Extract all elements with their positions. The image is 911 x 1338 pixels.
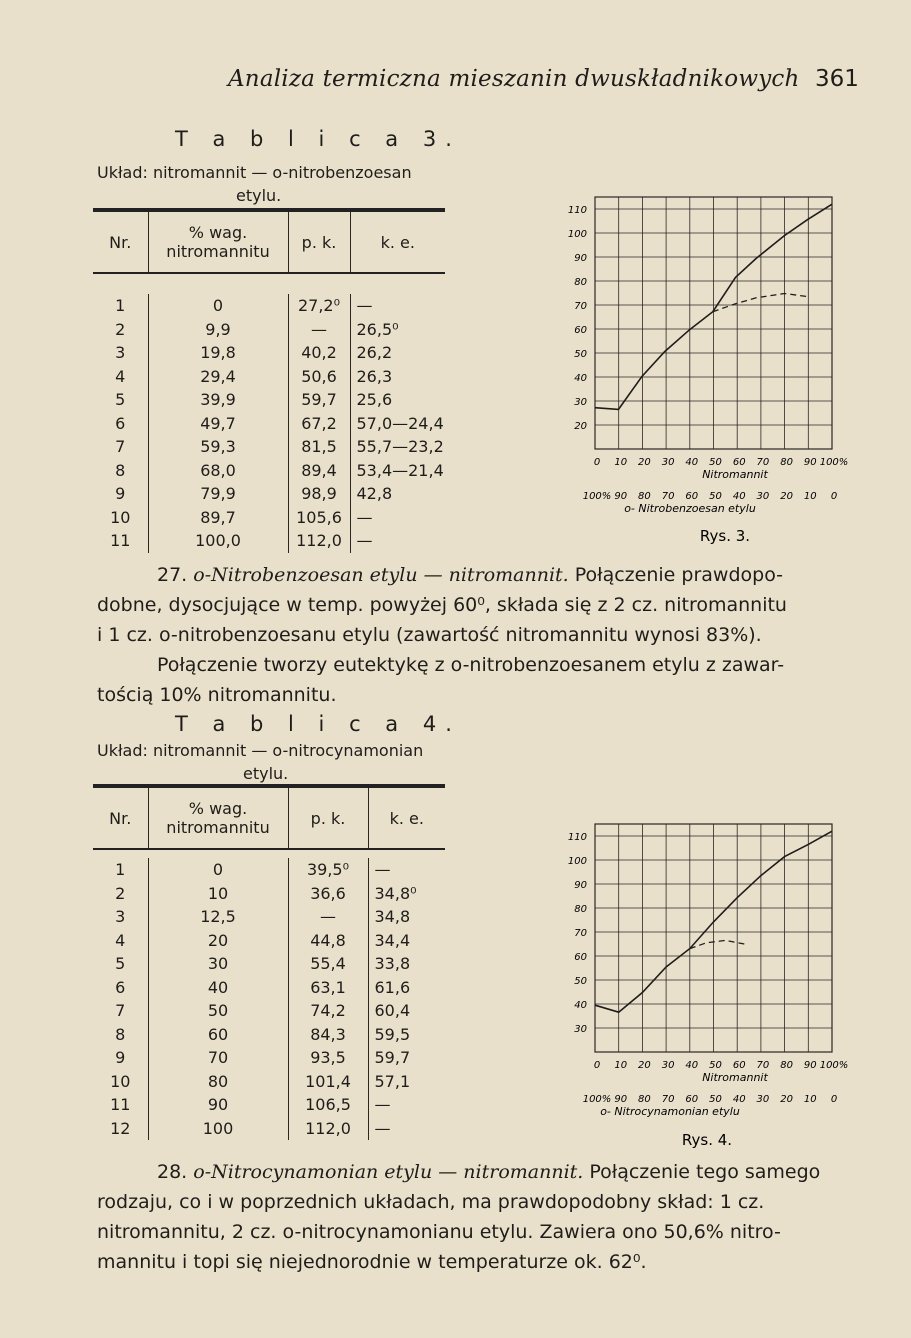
x-tick-label-bottom: 60 xyxy=(685,491,699,502)
y-tick-label: 50 xyxy=(574,976,587,987)
cell-ke: 26,2 xyxy=(356,343,393,362)
table3-header-ke: k. e. xyxy=(380,232,415,252)
x-tick-label-bottom: 70 xyxy=(661,1094,675,1105)
figure3-x-label-top: Nitromannit xyxy=(702,468,768,481)
x-tick-label-bottom: 60 xyxy=(685,1094,699,1105)
section27-line4: Połączenie tworzy eutektykę z o-nitrobenzoesanem etylu z zawar- xyxy=(157,654,785,676)
cell-pk: 63,1 xyxy=(288,976,368,1000)
cell-pk: 36,6 xyxy=(288,882,368,906)
cell-pct: 60 xyxy=(148,1023,288,1047)
section28-line1: Połączenie tego samego xyxy=(589,1161,821,1183)
cell-pk: 112,0 xyxy=(288,1117,368,1141)
y-tick-label: 30 xyxy=(574,1024,587,1035)
cell-ke: 59,5 xyxy=(374,1024,411,1044)
page-number: 361 xyxy=(815,66,859,92)
cell-ke: 61,6 xyxy=(374,977,411,997)
cell-nr: 5 xyxy=(93,388,148,412)
cell-ke: 60,4 xyxy=(374,1001,411,1020)
figure3-ticks xyxy=(568,205,848,502)
y-tick-label: 90 xyxy=(574,253,587,264)
cell-nr: 11 xyxy=(93,529,148,553)
cell-pct: 70 xyxy=(148,1046,288,1070)
cell-ke: 57,1 xyxy=(374,1071,411,1091)
cell-ke: — xyxy=(374,1095,391,1114)
table-row xyxy=(93,365,445,389)
dashed-curve xyxy=(713,294,808,312)
y-tick-label: 100 xyxy=(567,856,587,867)
x-tick-label-top: 90 xyxy=(803,1060,817,1071)
section28-line3: nitromannitu, 2 cz. o-nitrocynamonianu etylu. Zawiera ono 50,6% nitro- xyxy=(97,1221,781,1243)
x-tick-label-bottom: 40 xyxy=(732,1094,746,1105)
cell-pct: 19,8 xyxy=(148,341,288,365)
table-row xyxy=(93,506,445,530)
x-tick-label-top: 50 xyxy=(709,457,722,468)
cell-nr: 8 xyxy=(93,459,148,483)
section28-line4: mannitu i topi się niejednorodnie w temperaturze ok. 62⁰. xyxy=(97,1251,647,1273)
table4-caption: T a b l i c a 4. xyxy=(175,712,461,736)
section28-line2: rodzaju, co i w poprzednich układach, ma prawdopodobny skład: 1 cz. xyxy=(97,1191,765,1213)
cell-pk: 39,5⁰ xyxy=(288,858,368,882)
y-tick-label: 70 xyxy=(574,301,587,312)
figure4-ticks xyxy=(568,832,848,1105)
cell-nr: 8 xyxy=(93,1023,148,1047)
cell-pct: 20 xyxy=(148,929,288,953)
section27-number: 27. xyxy=(157,564,188,586)
cell-nr: 7 xyxy=(93,999,148,1023)
x-tick-label-bottom: 0 xyxy=(830,491,838,502)
cell-nr: 3 xyxy=(93,341,148,365)
cell-ke: 42,8 xyxy=(356,484,393,503)
cell-pk: 50,6 xyxy=(288,365,350,389)
x-tick-label-bottom: 80 xyxy=(638,1094,651,1105)
figure4-x-label-bottom: o- Nitrocynamonian etylu xyxy=(600,1105,740,1118)
cell-pk: 40,2 xyxy=(288,341,350,365)
cell-pct: 80 xyxy=(148,1070,288,1094)
y-tick-label: 60 xyxy=(574,952,587,963)
table-row xyxy=(93,529,445,553)
cell-nr: 1 xyxy=(93,294,148,318)
x-tick-label-top: 0 xyxy=(593,457,601,468)
y-tick-label: 40 xyxy=(574,373,587,384)
x-tick-label-bottom: 30 xyxy=(756,1094,770,1105)
table4-header-ke: k. e. xyxy=(389,808,424,828)
cell-pct: 29,4 xyxy=(148,365,288,389)
table4 xyxy=(93,784,445,1140)
cell-ke: — xyxy=(374,860,391,879)
cell-pct: 50 xyxy=(148,999,288,1023)
x-tick-label-bottom: 80 xyxy=(638,491,651,502)
table3-caption: T a b l i c a 3. xyxy=(175,127,461,151)
x-tick-label-top: 60 xyxy=(732,457,746,468)
cell-pct: 49,7 xyxy=(148,412,288,436)
section27-line2: dobne, dysocjujące w temp. powyżej 60⁰, składa się z 2 cz. nitromannitu xyxy=(97,594,787,616)
x-tick-label-top: 100% xyxy=(819,457,849,468)
table4-header-pct xyxy=(148,786,288,849)
x-tick-label-top: 30 xyxy=(661,457,675,468)
cell-pk: 67,2 xyxy=(288,412,350,436)
table-row xyxy=(93,435,445,459)
cell-nr: 4 xyxy=(93,365,148,389)
table-row xyxy=(93,341,445,365)
cell-nr: 9 xyxy=(93,482,148,506)
x-tick-label-top: 0 xyxy=(593,1060,601,1071)
table4-system-cont: etylu. xyxy=(243,764,289,783)
table3-system-cont: etylu. xyxy=(236,186,282,205)
cell-pct: 100,0 xyxy=(148,529,288,553)
cell-nr: 1 xyxy=(93,858,148,882)
cell-pk: 98,9 xyxy=(288,482,350,506)
cell-nr: 6 xyxy=(93,412,148,436)
cell-ke: — xyxy=(356,531,373,550)
cell-pct: 59,3 xyxy=(148,435,288,459)
x-tick-label-top: 80 xyxy=(780,1060,793,1071)
cell-ke: 25,6 xyxy=(356,390,393,409)
cell-ke: 55,7—23,2 xyxy=(356,437,444,456)
table3-header-nr: Nr. xyxy=(93,210,148,273)
x-tick-label-bottom: 50 xyxy=(709,1094,722,1105)
figure4-grid xyxy=(595,824,832,1052)
x-tick-label-bottom: 100% xyxy=(582,1094,612,1105)
table3-header-row xyxy=(93,210,445,273)
cell-pk: 59,7 xyxy=(288,388,350,412)
y-tick-label: 60 xyxy=(574,325,587,336)
cell-pct: 0 xyxy=(148,294,288,318)
cell-pk: 93,5 xyxy=(288,1046,368,1070)
x-tick-label-bottom: 20 xyxy=(780,491,793,502)
table-row xyxy=(93,929,445,953)
cell-nr: 12 xyxy=(93,1117,148,1141)
cell-pk: 81,5 xyxy=(288,435,350,459)
figure4-chart xyxy=(560,810,860,1150)
cell-pk: 89,4 xyxy=(288,459,350,483)
cell-pct: 89,7 xyxy=(148,506,288,530)
table4-header-row xyxy=(93,786,445,849)
x-tick-label-bottom: 50 xyxy=(709,491,722,502)
x-tick-label-bottom: 0 xyxy=(830,1094,838,1105)
cell-ke: 57,0—24,4 xyxy=(356,413,444,433)
table-row xyxy=(93,858,445,882)
table3-header-pct xyxy=(148,210,288,273)
table4-header-pk: p. k. xyxy=(288,786,368,849)
section27-title: o-Nitrobenzoesan etylu — nitromannit. xyxy=(193,564,569,586)
cell-ke: 26,5⁰ xyxy=(356,319,399,339)
x-tick-label-top: 20 xyxy=(638,1060,651,1071)
table3-header-pct-line2: nitromannitu xyxy=(166,242,270,261)
figure3-x-label-bottom: o- Nitrobenzoesan etylu xyxy=(624,502,756,515)
y-tick-label: 80 xyxy=(574,904,587,915)
figure3-caption: Rys. 3. xyxy=(699,527,751,545)
table-row xyxy=(93,976,445,1000)
cell-ke: 53,4—21,4 xyxy=(356,460,444,480)
cell-nr: 9 xyxy=(93,1046,148,1070)
section27-paragraph xyxy=(97,560,862,710)
table-row xyxy=(93,412,445,436)
x-tick-label-bottom: 30 xyxy=(756,491,770,502)
table-row xyxy=(93,882,445,906)
y-tick-label: 110 xyxy=(567,832,587,843)
table-row xyxy=(93,905,445,929)
y-tick-label: 20 xyxy=(574,421,587,432)
x-tick-label-top: 80 xyxy=(780,457,793,468)
x-tick-label-top: 90 xyxy=(803,457,817,468)
table4-header-pct-line1: % wag. xyxy=(188,799,248,818)
cell-ke: 26,3 xyxy=(356,366,393,386)
x-tick-label-top: 10 xyxy=(614,1060,628,1071)
cell-ke: 34,8⁰ xyxy=(374,883,417,903)
table-row xyxy=(93,1070,445,1094)
table-row xyxy=(93,999,445,1023)
cell-pct: 10 xyxy=(148,882,288,906)
x-tick-label-top: 20 xyxy=(638,457,651,468)
cell-pct: 68,0 xyxy=(148,459,288,483)
x-tick-label-bottom: 90 xyxy=(614,491,628,502)
y-tick-label: 80 xyxy=(574,277,587,288)
section28-number: 28. xyxy=(157,1161,188,1183)
y-tick-label: 40 xyxy=(574,1000,587,1011)
x-tick-label-bottom: 10 xyxy=(803,1094,817,1105)
cell-nr: 3 xyxy=(93,905,148,929)
cell-nr: 4 xyxy=(93,929,148,953)
cell-nr: 10 xyxy=(93,1070,148,1094)
cell-pk: — xyxy=(288,905,368,929)
y-tick-label: 70 xyxy=(574,928,587,939)
cell-ke: — xyxy=(356,507,373,527)
x-tick-label-top: 70 xyxy=(756,1060,770,1071)
table-row xyxy=(93,388,445,412)
table3-header-pk: p. k. xyxy=(288,210,350,273)
cell-pk: — xyxy=(288,318,350,342)
cell-nr: 5 xyxy=(93,952,148,976)
cell-pk: 74,2 xyxy=(288,999,368,1023)
table-row xyxy=(93,318,445,342)
cell-ke: — xyxy=(374,1118,391,1138)
x-tick-label-top: 50 xyxy=(709,1060,722,1071)
x-tick-label-top: 100% xyxy=(819,1060,849,1071)
cell-pct: 12,5 xyxy=(148,905,288,929)
x-tick-label-top: 10 xyxy=(614,457,628,468)
figure3-chart xyxy=(560,185,860,545)
table-row xyxy=(93,952,445,976)
x-tick-label-top: 70 xyxy=(756,457,770,468)
cell-pk: 84,3 xyxy=(288,1023,368,1047)
table-row xyxy=(93,1093,445,1117)
cell-pk: 105,6 xyxy=(288,506,350,530)
cell-pk: 27,2⁰ xyxy=(288,294,350,318)
cell-pct: 9,9 xyxy=(148,318,288,342)
table4-header-nr: Nr. xyxy=(93,786,148,849)
table-row xyxy=(93,482,445,506)
cell-ke: — xyxy=(356,296,373,315)
table3 xyxy=(93,208,445,553)
x-tick-label-top: 40 xyxy=(685,457,699,468)
x-tick-label-bottom: 70 xyxy=(661,491,675,502)
x-tick-label-bottom: 90 xyxy=(614,1094,628,1105)
section28-title: o-Nitrocynamonian etylu — nitromannit. xyxy=(193,1161,584,1183)
cell-pct: 79,9 xyxy=(148,482,288,506)
y-tick-label: 30 xyxy=(574,397,587,408)
y-tick-label: 100 xyxy=(567,229,587,240)
dashed-curve xyxy=(690,940,745,948)
cell-ke: 34,8 xyxy=(374,907,411,926)
x-tick-label-bottom: 40 xyxy=(732,491,746,502)
cell-ke: 59,7 xyxy=(374,1048,411,1067)
section27-line5: tością 10% nitromannitu. xyxy=(97,684,337,706)
cell-pk: 101,4 xyxy=(288,1070,368,1094)
cell-nr: 11 xyxy=(93,1093,148,1117)
cell-ke: 33,8 xyxy=(374,954,411,973)
cell-pk: 106,5 xyxy=(288,1093,368,1117)
cell-nr: 2 xyxy=(93,882,148,906)
cell-pct: 40 xyxy=(148,976,288,1000)
cell-pk: 112,0 xyxy=(288,529,350,553)
cell-nr: 6 xyxy=(93,976,148,1000)
figure3-grid xyxy=(595,197,832,449)
cell-nr: 2 xyxy=(93,318,148,342)
section27-line1: Połączenie prawdopo- xyxy=(574,564,784,586)
x-tick-label-bottom: 10 xyxy=(803,491,817,502)
running-head: Analiza termiczna mieszanin dwuskładnikowych xyxy=(228,66,800,92)
cell-nr: 7 xyxy=(93,435,148,459)
table3-system: Układ: nitromannit — o-nitrobenzoesan xyxy=(97,163,412,182)
table3-header-pct-line1: % wag. xyxy=(188,223,248,242)
cell-pk: 55,4 xyxy=(288,952,368,976)
y-tick-label: 50 xyxy=(574,349,587,360)
cell-nr: 10 xyxy=(93,506,148,530)
y-tick-label: 110 xyxy=(567,205,587,216)
table4-header-pct-line2: nitromannitu xyxy=(166,818,270,837)
y-tick-label: 90 xyxy=(574,880,587,891)
cell-pct: 0 xyxy=(148,858,288,882)
x-tick-label-top: 40 xyxy=(685,1060,699,1071)
cell-pct: 100 xyxy=(148,1117,288,1141)
table4-system: Układ: nitromannit — o-nitrocynamonian xyxy=(97,741,424,760)
table-row xyxy=(93,1046,445,1070)
x-tick-label-top: 60 xyxy=(732,1060,746,1071)
table-row xyxy=(93,1023,445,1047)
cell-pct: 30 xyxy=(148,952,288,976)
cell-ke: 34,4 xyxy=(374,930,411,950)
x-tick-label-bottom: 20 xyxy=(780,1094,793,1105)
figure4-x-label-top: Nitromannit xyxy=(702,1071,768,1084)
cell-pk: 44,8 xyxy=(288,929,368,953)
x-tick-label-top: 30 xyxy=(661,1060,675,1071)
section27-line3: i 1 cz. o-nitrobenzoesanu etylu (zawartość nitromannitu wynosi 83%). xyxy=(97,624,762,646)
figure4-caption: Rys. 4. xyxy=(681,1131,733,1149)
cell-pct: 90 xyxy=(148,1093,288,1117)
cell-pct: 39,9 xyxy=(148,388,288,412)
table-row xyxy=(93,294,445,318)
table-row xyxy=(93,459,445,483)
table-row xyxy=(93,1117,445,1141)
x-tick-label-bottom: 100% xyxy=(582,491,612,502)
section28-paragraph xyxy=(97,1157,862,1277)
